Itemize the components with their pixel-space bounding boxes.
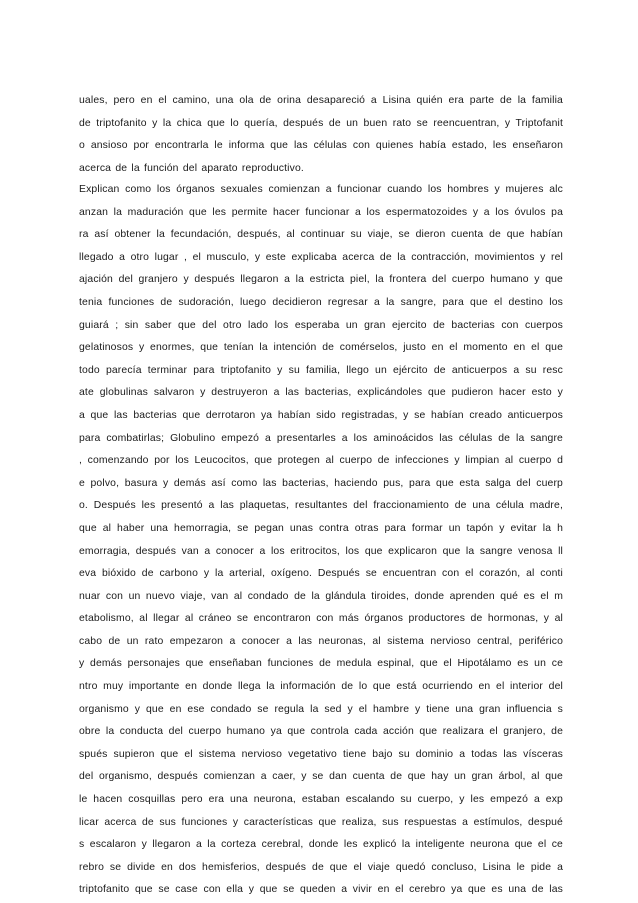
text-line: Explican como los órganos sexuales comienzan a funcionar cuando los hombres y mujeres alc	[79, 184, 563, 195]
text-line: de triptofanito y la chica que lo quería, después de un buen rato se reencuentran, y Triptofanit	[79, 117, 563, 129]
text-line: nuar con un nuevo viaje, van al condado de la glándula tiroides, donde aprenden qué es el m	[79, 590, 563, 602]
text-line: eva bióxido de carbono y la arterial, oxígeno. Después se encuentran con el corazón, al conti	[79, 568, 563, 580]
text-line: ajación del granjero y después llegaron a la estricta piel, la frontera del cuerpo humano y que	[79, 274, 563, 286]
text-line: uales, pero en el camino, una ola de orina desapareció a Lisina quién era parte de la familia	[79, 95, 563, 106]
text-line: le hacen cosquillas pero era una neurona, estaban escalando su cuerpo, y les empezó a exp	[79, 794, 563, 806]
text-line: llegado a otro lugar , el musculo, y este explicaba acerca de la contracción, movimientos y rel	[79, 251, 563, 263]
text-line: cabo de un rato empezaron a conocer a las neuronas, al sistema nervioso central, periférico	[79, 635, 563, 647]
text-line: ra así obtener la fecundación, después, al continuar su viaje, se dieron cuenta de que habían	[79, 229, 563, 241]
text-line: rebro se divide en dos hemisferios, después de que el viaje quedó concluso, Lisina le pide a	[79, 861, 563, 873]
text-line: o ansioso por encontrarla le informa que las células con quienes había estado, les enseñaron	[79, 140, 563, 152]
text-line: para combatirlas; Globulino empezó a presentarles a los aminoácidos las células de la sangre	[79, 432, 563, 444]
text-line: guiará ; sin saber que del otro lado los esperaba un gran ejercito de bacterias con cuerpos	[79, 319, 563, 331]
text-line: y demás personajes que enseñaban funciones de medula espinal, que el Hipotálamo es un ce	[79, 658, 563, 670]
text-line: s escalaron y llegaron a la corteza cerebral, donde les explicó la inteligente neurona que el ce	[79, 839, 563, 851]
text-line: organismo y que en ese condado se regula la sed y el hambre y tiene una gran influencia s	[79, 703, 563, 715]
text-line: etabolismo, al llegar al cráneo se encontraron con más órganos productores de hormonas, y al	[79, 613, 563, 625]
text-line: anzan la maduración que les permite hacer funcionar a los espermatozoides y a los óvulos pa	[79, 206, 563, 218]
text-line: del organismo, después comienzan a caer, y se dan cuenta de que hay un gran árbol, al que	[79, 771, 563, 783]
text-line: que al haber una hemorragia, se pegan unas contra otras para formar un tapón y evitar la h	[79, 522, 563, 534]
text-line: ate globulinas salvaron y destruyeron a las bacterias, explicándoles que pudieron hacer esto y	[79, 387, 563, 399]
text-line: gelatinosos y enormes, que tenían la intención de comérselos, justo en el momento en el que	[79, 342, 563, 354]
text-line: todo parecía terminar para triptofanito y su familia, llego un ejército de anticuerpos a su resc	[79, 364, 563, 376]
text-line: emorragia, después van a conocer a los eritrocitos, los que explicaron que la sangre venosa ll	[79, 545, 563, 557]
text-line: acerca de la función del aparato reproductivo.	[79, 162, 304, 174]
text-line: e polvo, basura y demás así como las bacterias, haciendo pus, para que esta salga del cuerp	[79, 477, 563, 489]
text-line: , comenzando por los Leucocitos, que protegen al cuerpo de infecciones y limpian al cuerpo d	[79, 455, 563, 467]
text-line: a que las bacterias que derrotaron ya habían sido registradas, y se habían creado anticuerpos	[79, 409, 563, 421]
text-line: o. Después les presentó a las plaquetas, resultantes del fraccionamiento de una célula madre,	[79, 500, 563, 512]
paragraph-1	[79, 90, 563, 180]
text-line: tenia funciones de sudoración, luego decidieron regresar a la sangre, para que el destino los	[79, 296, 563, 308]
text-line: spués supieron que el sistema nervioso vegetativo tiene bajo su dominio a todas las vísceras	[79, 748, 563, 760]
paragraph-2	[79, 179, 563, 902]
text-line: ntro muy importante en donde llega la información de lo que está ocurriendo en el interior del	[79, 681, 563, 693]
text-line: licar acerca de sus funciones y características que realiza, sus respuestas a estímulos, despué	[79, 816, 563, 828]
text-line: obre la conducta del cuerpo humano ya que controla cada acción que realizara el granjero, de	[79, 726, 563, 738]
text-line: triptofanito que se case con ella y que se queden a vivir en el cerebro ya que es una de las	[79, 884, 563, 896]
